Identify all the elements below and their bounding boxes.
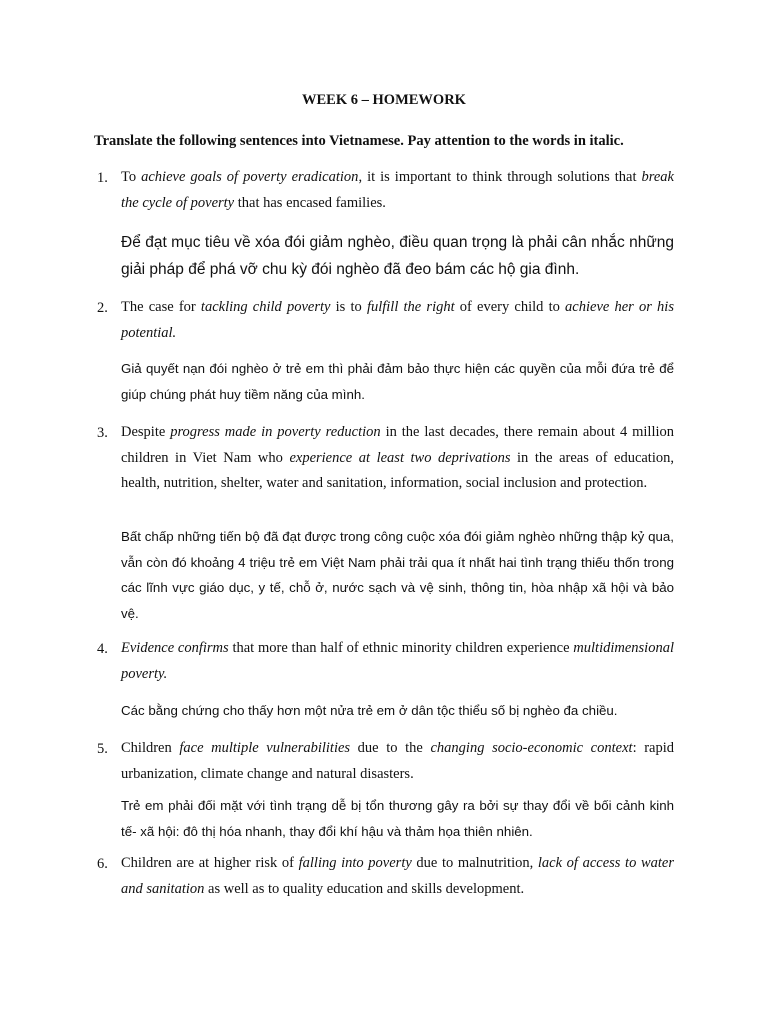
instructions: Translate the following sentences into Vietnamese. Pay attention to the words in italic. [94,133,624,149]
item-english-sentence [121,851,674,902]
italic-phrase: achieve her or his potential. [121,299,674,341]
italic-phrase: fulfill the right [366,299,455,315]
italic-phrase: experience at least two deprivations [289,449,511,466]
item-english-sentence [121,736,674,787]
text-run: that more than half of ethnic minority children experience [228,640,574,656]
item-english-sentence [121,295,674,346]
item-number: 3. [97,425,108,441]
item-vietnamese-translation: Trẻ em phải đối mặt với tình trạng dễ bị tổn thương gây ra bởi sự thay đổi về bối cảnh kinh tế- xã hội: đô thị hóa nhanh, thay đổi khí hậu và thảm họa thiên nhiên. [121,798,674,839]
item-english-sentence [121,636,674,687]
item-number: 5. [97,741,108,757]
italic-phrase: lack of access to water and sanitation [121,855,675,897]
text-run: To [121,169,142,185]
italic-phrase: face multiple vulnerabilities [179,740,351,756]
italic-phrase: Evidence confirms [121,640,229,656]
text-run: , it is important to think through solutions that [358,169,642,185]
italic-phrase: multidimensional poverty. [121,640,674,682]
italic-phrase: falling into poverty [298,855,412,871]
text-run: Despite [121,424,171,440]
italic-phrase: progress made in poverty reduction [170,424,381,440]
text-run: that has encased families. [234,194,386,211]
item-vietnamese-translation: Để đạt mục tiêu về xóa đói giảm nghèo, điều quan trọng là phải cân nhắc những giải pháp để phá vỡ chu kỳ đói nghèo đã đeo bám các hộ gia đình. [121,234,674,278]
italic-phrase: achieve goals of poverty eradication [141,169,359,185]
text-run: Children [121,740,180,756]
italic-phrase: changing socio-economic context [430,740,633,756]
text-run: Children are at higher risk of [121,855,299,871]
text-run: : rapid urbanization, climate change and natural disasters. [121,740,675,782]
text-run: due to malnutrition, [411,855,538,871]
item-number: 4. [97,641,108,657]
text-run: is to [330,299,367,315]
item-number: 6. [97,856,108,872]
text-run: as well as to quality education and skills development. [204,880,525,897]
text-run: due to the [350,740,431,756]
page-title: WEEK 6 – HOMEWORK [302,92,466,108]
item-vietnamese-translation: Các bằng chứng cho thấy hơn một nửa trẻ em ở dân tộc thiểu số bị nghèo đa chiều. [121,703,618,718]
italic-phrase: tackling child poverty [200,299,331,315]
text-run: in the last decades, there remain about 4 million children in Viet Nam who [121,424,675,466]
item-number: 2. [97,300,108,316]
item-vietnamese-translation: Bất chấp những tiến bộ đã đạt được trong công cuộc xóa đói giảm nghèo những thập kỷ qua, vẫn còn đó khoảng 4 triệu trẻ em Việt Nam phải trải qua ít nhất hai tình trạng thiếu thốn trong các lĩnh vực giáo dục, y tế, chỗ ở, nước sạch và vệ sinh, thông tin, hòa nhập xã hội và bảo vệ. [121,529,674,621]
item-english-sentence [121,420,674,497]
text-run: The case for [121,299,201,315]
text-run: of every child to [454,299,566,315]
text-run: in the areas of education, health, nutrition, shelter, water and sanitation, information, social inclusion and protection. [121,449,674,491]
item-english-sentence [121,165,674,216]
italic-phrase: break the cycle of poverty [121,169,674,211]
item-vietnamese-translation: Giả quyết nạn đói nghèo ở trẻ em thì phải đảm bảo thực hiện các quyền của mỗi đứa trẻ để giúp chúng phát huy tiềm năng của mình. [121,361,674,402]
item-number: 1. [97,170,108,186]
